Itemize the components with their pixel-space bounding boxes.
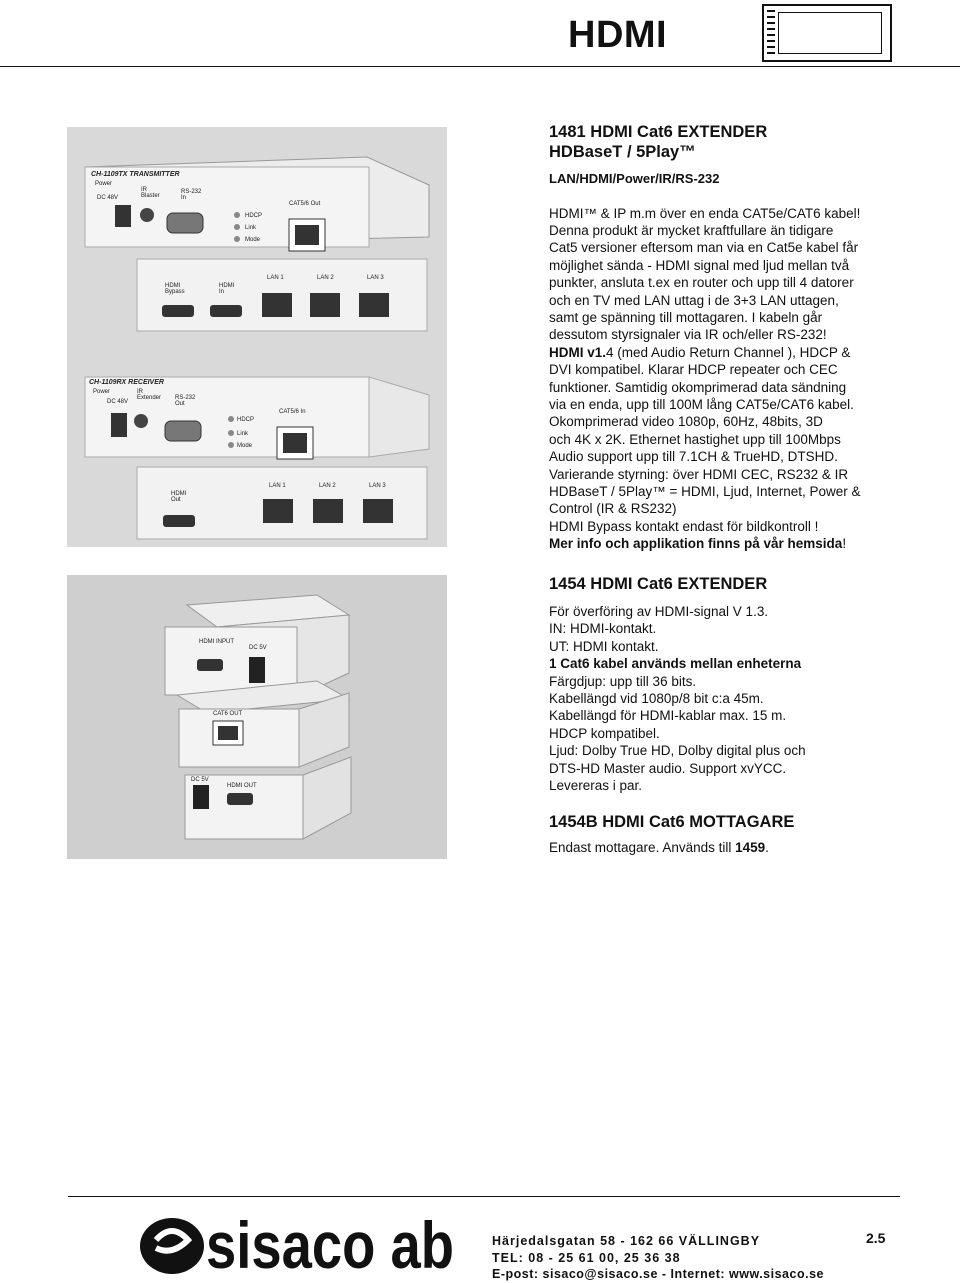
u3-hdmi-out-label: HDMI OUT [227, 783, 257, 789]
footer-tel: TEL: 08 - 25 61 00, 25 36 38 [492, 1251, 681, 1265]
product-1481-line: Denna produkt är mycket kraftfullare än tidigare [549, 222, 834, 238]
page-header [0, 0, 960, 68]
product-1454-line: UT: HDMI kontakt. [549, 638, 659, 654]
product-1481-line: och 4K x 2K. Ethernet hastighet upp till 100Mbps [549, 431, 841, 447]
product-1454-line: HDCP kompatibel. [549, 725, 660, 741]
tx-power-label: Power [95, 181, 113, 187]
product-1454-line: IN: HDMI-kontakt. [549, 621, 657, 637]
product-1481-line: DVI kompatibel. Klarar HDCP repeater och CEC [549, 362, 838, 378]
product-1454-line: DTS-HD Master audio. Support xvYCC. [549, 760, 787, 776]
rx-lan1-label: LAN 1 [269, 483, 286, 489]
product-1481-title-line2: HDBaseT / 5Play™ [549, 143, 696, 161]
product-1454-line: För överföring av HDMI-signal V 1.3. [549, 604, 769, 619]
product-1481-line: Control (IR & RS232) [549, 501, 677, 517]
monitor-icon [762, 4, 892, 62]
rx-hdmi-out-label: HDMI Out [171, 491, 187, 503]
product-1481-title-line1: 1481 HDMI Cat6 EXTENDER [549, 123, 768, 141]
more-info-end: ! [842, 536, 847, 552]
product-1454-line: Färgdjup: upp till 36 bits. [549, 673, 697, 689]
product-1481-line: och en TV med LAN uttag i de 3+3 LAN uttagen, [549, 292, 839, 308]
tx-hdmi-in-label: HDMI In [219, 283, 235, 295]
tx-lan1-label: LAN 1 [267, 275, 284, 281]
tx-model-label: CH-1109TX TRANSMITTER [91, 171, 180, 178]
product-1454-line: Kabellängd för HDMI-kablar max. 15 m. [549, 708, 787, 724]
u2-cat6-label: CAT6 OUT [213, 711, 243, 717]
product-1454b-ref: 1459 [735, 840, 766, 855]
product-1454-line: Kabellängd vid 1080p/8 bit c:a 45m. [549, 691, 764, 707]
u1-hdmi-input-label: HDMI INPUT [199, 639, 234, 645]
rx-lan2-label: LAN 2 [319, 483, 336, 489]
tx-lan3-label: LAN 3 [367, 275, 384, 281]
product-1481-section [549, 122, 949, 553]
rx-cat-label: CAT5/6 In [279, 409, 306, 415]
extender-1454-illustration [67, 575, 447, 859]
u1-dc-label: DC 5V [249, 645, 267, 651]
tx-cat-label: CAT5/6 Out [289, 201, 321, 207]
tx-link-label: Link [245, 225, 257, 231]
footer-address: Härjedalsgatan 58 - 162 66 VÄLLINGBY [492, 1234, 761, 1248]
rx-model-label: CH-1109RX RECEIVER [89, 379, 164, 386]
product-1481-line: HDBaseT / 5Play™ = HDMI, Ljud, Internet, Power & [549, 484, 861, 499]
u3-dc-label: DC 5V [191, 777, 209, 783]
tx-mode-label: Mode [245, 237, 261, 243]
product-1454b-title: 1454B HDMI Cat6 MOTTAGARE [549, 813, 795, 831]
tx-hdcp-label: HDCP [245, 213, 263, 219]
tx-dc-label: DC 48V [97, 195, 119, 201]
rx-link-label: Link [237, 431, 249, 437]
tx-rs232-label: RS-232 In [181, 189, 202, 201]
product-1481-line: möjlighet sända - HDMI signal med ljud mellan två [549, 257, 850, 273]
rx-ir-label: IR Extender [137, 389, 162, 401]
footer-email: E-post: sisaco@sisaco.se - Internet: www.sisaco.se [492, 1267, 824, 1281]
product-1481-line: funktioner. Samtidig okomprimerad data sändning [549, 379, 847, 395]
extender-tx-rx-illustration [67, 127, 447, 547]
product-1481-line: Okomprimerad video 1080p, 60Hz, 48bits, 3D [549, 414, 823, 430]
product-1481-line: Varierande styrning: över HDMI CEC, RS232 & IR [549, 466, 849, 482]
hdmi-version-rest: 4 (med Audio Return Channel ), HDCP & [606, 344, 851, 360]
rx-mode-label: Mode [237, 443, 253, 449]
product-1481-line: dessutom styrsignaler via IR och/eller RS-232! [549, 327, 827, 343]
footer-divider [68, 1196, 900, 1197]
product-1454b-text [549, 839, 949, 856]
product-1481-line: Audio support upp till 7.1CH & TrueHD, DTSHD. [549, 449, 838, 465]
product-1481-line: HDMI Bypass kontakt endast för bildkontroll ! [549, 518, 819, 534]
product-1454-line: Ljud: Dolby True HD, Dolby digital plus och [549, 743, 806, 759]
product-photo-1454 [67, 575, 447, 859]
rx-dc-label: DC 48V [107, 399, 129, 405]
product-1481-hdmi-version [549, 344, 949, 361]
product-1454b-section [549, 812, 949, 856]
product-1481-line: via en enda, upp till 100M lång CAT5e/CAT6 kabel. [549, 396, 854, 412]
product-1454-bold-line: 1 Cat6 kabel används mellan enheterna [549, 656, 802, 672]
rx-lan3-label: LAN 3 [369, 483, 386, 489]
product-1454b-end: . [765, 840, 769, 855]
product-1481-line: samt ge spänning till mottagaren. I kabeln går [549, 309, 823, 325]
rx-power-label: Power [93, 389, 111, 395]
hdmi-version-bold: HDMI v1. [549, 344, 607, 360]
more-info-link-text: Mer info och applikation finns på vår hemsida [549, 536, 843, 552]
header-divider [0, 66, 960, 67]
tx-ir-label: IR Blaster [141, 187, 160, 199]
product-1481-line: punkter, ansluta t.ex en router och upp till 4 datorer [549, 275, 854, 291]
tx-lan2-label: LAN 2 [317, 275, 334, 281]
product-1454b-desc: Endast mottagare. Används till [549, 840, 736, 855]
sisaco-logo [138, 1208, 458, 1282]
rx-rs232-label: RS-232 Out [175, 395, 196, 407]
product-1454-title: 1454 HDMI Cat6 EXTENDER [549, 575, 768, 593]
product-photo-1481 [67, 127, 447, 547]
page-title: HDMI [568, 14, 668, 56]
product-1454-section [549, 574, 949, 794]
product-1481-subtitle: LAN/HDMI/Power/IR/RS-232 [549, 171, 720, 186]
tx-hdmi-bypass-label: HDMI Bypass [165, 283, 185, 295]
product-1481-more-info [549, 535, 949, 552]
logo-wordmark: sisaco ab [206, 1208, 454, 1282]
product-1454-line: Levereras i par. [549, 778, 643, 794]
rx-hdcp-label: HDCP [237, 417, 255, 423]
product-1481-line: HDMI™ & IP m.m över en enda CAT5e/CAT6 kabel! [549, 205, 861, 221]
page-number: 2.5 [866, 1230, 886, 1246]
product-1481-line: Cat5 versioner eftersom man via en Cat5e kabel får [549, 240, 859, 256]
